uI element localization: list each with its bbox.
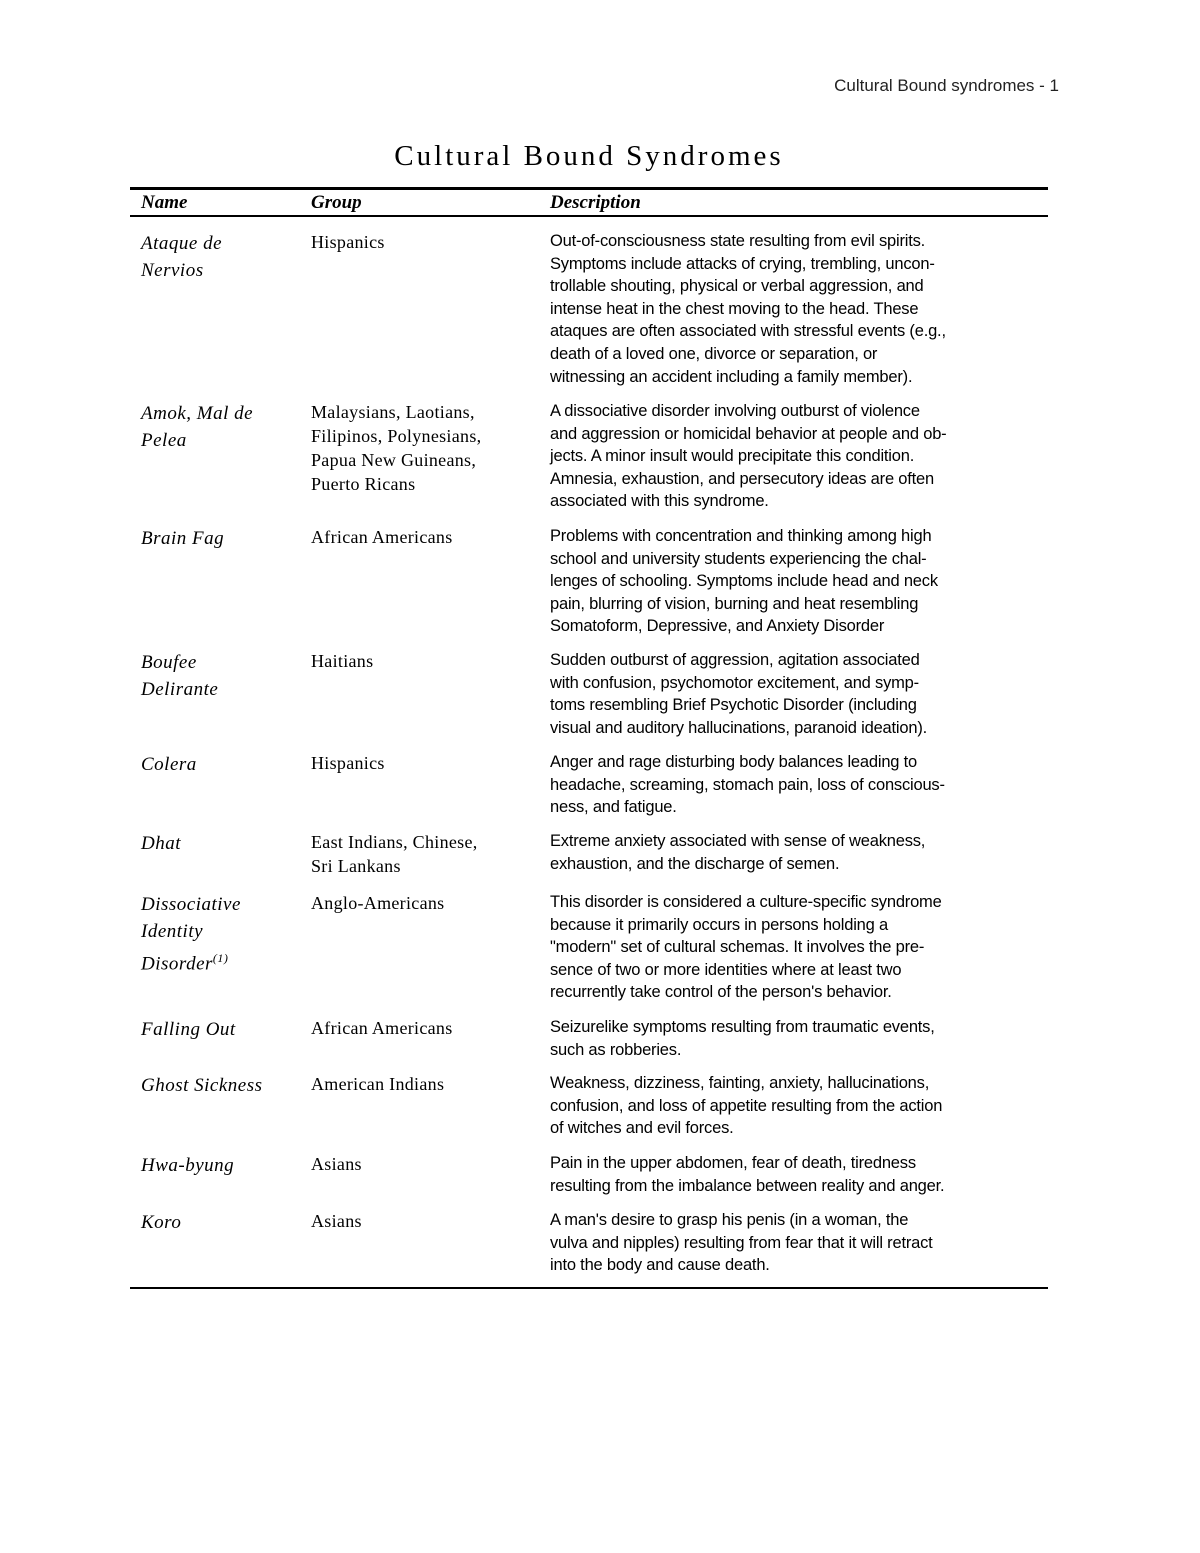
text: Sudden outburst of aggression, agitation associated <box>550 651 920 669</box>
group-cell-line <box>311 751 541 775</box>
text: Koro <box>141 1212 182 1233</box>
text: Haitians <box>311 651 374 671</box>
text: Out-of-consciousness state resulting from evil spirits. <box>550 232 926 250</box>
description-cell-line <box>550 751 1050 774</box>
syndrome-name-line <box>141 1152 301 1179</box>
description-cell-line <box>550 320 1050 343</box>
text: Puerto Ricans <box>311 474 416 494</box>
description-cell-line <box>550 1209 1050 1232</box>
syndrome-name-line <box>141 676 301 703</box>
syndrome-name-line <box>141 918 301 945</box>
header-bottom-rule <box>130 215 1048 217</box>
text: Nervios <box>141 260 204 281</box>
group-cell <box>311 649 541 673</box>
text: East Indians, Chinese, <box>311 832 478 852</box>
text: Amnesia, exhaustion, and persecutory ideas are often <box>550 469 935 488</box>
footnote-marker: (1) <box>212 951 229 965</box>
text: Ghost Sickness <box>141 1075 263 1096</box>
group-cell-line <box>311 1072 541 1096</box>
text: death of a loved one, divorce or separation, or <box>550 344 878 363</box>
text: vulva and nipples) resulting from fear that it will retract <box>550 1233 933 1252</box>
description-cell-line <box>550 1175 1050 1198</box>
description-cell-line <box>550 275 1050 298</box>
description-cell-line <box>550 343 1050 366</box>
text: recurrently take control of the person's behavior. <box>550 983 892 1002</box>
description-cell-line <box>550 423 1050 446</box>
description-cell <box>550 1152 1050 1197</box>
description-cell-line <box>550 1072 1050 1095</box>
syndrome-name-line <box>141 230 301 257</box>
description-cell-line <box>550 490 1050 513</box>
text: visual and auditory hallucinations, paranoid ideation). <box>550 718 927 737</box>
group-cell <box>311 230 541 254</box>
text: Brain Fag <box>141 528 225 549</box>
text: headache, screaming, stomach pain, loss of conscious- <box>550 775 945 794</box>
syndrome-name <box>141 891 301 977</box>
syndrome-name-line <box>141 891 301 918</box>
text: Seizurelike symptoms resulting from traumatic events, <box>550 1018 935 1036</box>
syndrome-name <box>141 830 301 857</box>
syndrome-name <box>141 1016 301 1043</box>
text: Boufee <box>141 652 197 673</box>
text: Identity <box>141 921 204 942</box>
text: resulting from the imbalance between reality and anger. <box>550 1176 945 1195</box>
text: pain, blurring of vision, burning and heat resembling <box>550 594 919 613</box>
text: intense heat in the chest moving to the head. These <box>550 299 919 318</box>
text: ness, and fatigue. <box>550 798 677 817</box>
group-cell-line <box>311 649 541 673</box>
description-cell-line <box>550 959 1050 982</box>
group-cell <box>311 751 541 775</box>
group-cell-line <box>311 891 541 915</box>
table-top-rule <box>130 187 1048 190</box>
description-cell-line <box>550 298 1050 321</box>
text: Sri Lankans <box>311 856 401 876</box>
text: sence of two or more identities where at least two <box>550 960 902 979</box>
syndrome-name <box>141 1209 301 1236</box>
group-cell <box>311 400 541 496</box>
text: Disorder <box>141 953 213 975</box>
description-cell-line <box>550 615 1050 638</box>
table-bottom-rule <box>130 1287 1048 1289</box>
text: This disorder is considered a culture-specific syndrome <box>550 893 942 911</box>
description-cell-line <box>550 672 1050 695</box>
column-header-name: Name <box>141 192 188 213</box>
text: American Indians <box>311 1074 445 1094</box>
group-cell-line <box>311 400 541 424</box>
text: jects. A minor insult would precipitate this condition. <box>550 447 915 466</box>
text: African Americans <box>311 1018 453 1038</box>
text: Extreme anxiety associated with sense of weakness, <box>550 832 926 850</box>
description-cell <box>550 400 1050 513</box>
text: of witches and evil forces. <box>550 1119 734 1138</box>
text: A man's desire to grasp his penis (in a woman, the <box>550 1211 909 1229</box>
group-cell-line <box>311 448 541 472</box>
text: African Americans <box>311 527 453 547</box>
description-cell-line <box>550 1095 1050 1118</box>
text: because it primarily occurs in persons holding a <box>550 915 888 934</box>
text: Somatoform, Depressive, and Anxiety Disorder <box>550 617 885 636</box>
group-cell <box>311 1209 541 1233</box>
description-cell <box>550 230 1050 388</box>
description-cell-line <box>550 830 1050 853</box>
syndrome-name-line <box>141 1072 301 1099</box>
syndrome-name-line <box>141 649 301 676</box>
description-cell <box>550 1209 1050 1277</box>
text: Hispanics <box>311 753 385 773</box>
description-cell-line <box>550 914 1050 937</box>
description-cell-line <box>550 936 1050 959</box>
syndrome-name-line <box>141 400 301 427</box>
syndrome-name-line <box>141 1209 301 1236</box>
text: Asians <box>311 1154 362 1174</box>
description-cell-line <box>550 570 1050 593</box>
text: exhaustion, and the discharge of semen. <box>550 854 840 873</box>
text: into the body and cause death. <box>550 1256 770 1275</box>
column-header-group: Group <box>311 192 362 213</box>
description-cell-line <box>550 230 1050 253</box>
group-cell <box>311 830 541 878</box>
text: Anglo-Americans <box>311 893 445 913</box>
description-cell-line <box>550 981 1050 1004</box>
page-title: Cultural Bound Syndromes <box>394 140 784 172</box>
column-header-description: Description <box>550 192 641 213</box>
group-cell-line <box>311 1152 541 1176</box>
group-cell-line <box>311 472 541 496</box>
text: confusion, and loss of appetite resulting from the action <box>550 1096 943 1115</box>
syndrome-name <box>141 1072 301 1099</box>
text: Falling Out <box>141 1019 236 1040</box>
syndrome-name <box>141 751 301 778</box>
text: Amok, Mal de <box>141 403 254 424</box>
description-cell-line <box>550 1016 1050 1039</box>
text: trollable shouting, physical or verbal aggression, and <box>550 277 924 296</box>
description-cell-line <box>550 717 1050 740</box>
group-cell-line <box>311 1016 541 1040</box>
syndrome-name <box>141 649 301 703</box>
group-cell <box>311 1072 541 1096</box>
syndrome-name-line <box>141 945 301 977</box>
text: Malaysians, Laotians, <box>311 402 475 422</box>
syndrome-name-line <box>141 427 301 454</box>
group-cell-line <box>311 525 541 549</box>
text: Anger and rage disturbing body balances leading to <box>550 753 918 771</box>
description-cell-line <box>550 468 1050 491</box>
description-cell-line <box>550 1254 1050 1277</box>
text: Colera <box>141 754 197 775</box>
text: Problems with concentration and thinking among high <box>550 527 932 545</box>
description-cell-line <box>550 774 1050 797</box>
description-cell-line <box>550 694 1050 717</box>
syndrome-name-line <box>141 751 301 778</box>
text: Symptoms include attacks of crying, trembling, uncon- <box>550 254 935 273</box>
text: witnessing an accident including a family member). <box>550 367 913 386</box>
running-header: Cultural Bound syndromes - 1 <box>834 76 1059 95</box>
description-cell <box>550 891 1050 1004</box>
group-cell <box>311 1152 541 1176</box>
text: Dhat <box>141 833 181 854</box>
text: ataques are often associated with stressful events (e.g., <box>550 322 946 341</box>
text: Pelea <box>141 430 187 451</box>
group-cell-line <box>311 230 541 254</box>
text: Dissociative <box>141 894 241 915</box>
text: toms resembling Brief Psychotic Disorder (including <box>550 696 917 715</box>
group-cell-line <box>311 1209 541 1233</box>
description-cell-line <box>550 853 1050 876</box>
group-cell <box>311 1016 541 1040</box>
syndrome-name-line <box>141 257 301 284</box>
description-cell <box>550 1016 1050 1061</box>
description-cell-line <box>550 366 1050 389</box>
description-cell-line <box>550 445 1050 468</box>
text: associated with this syndrome. <box>550 492 769 511</box>
description-cell <box>550 525 1050 638</box>
description-cell-line <box>550 525 1050 548</box>
description-cell <box>550 751 1050 819</box>
text: and aggression or homicidal behavior at people and ob- <box>550 424 947 443</box>
text: with confusion, psychomotor excitement, and symp- <box>550 673 919 692</box>
text: lenges of schooling. Symptoms include head and neck <box>550 572 938 591</box>
text: school and university students experiencing the chal- <box>550 549 927 568</box>
syndrome-name <box>141 525 301 552</box>
text: Ataque de <box>141 233 223 254</box>
text: "modern" set of cultural schemas. It involves the pre- <box>550 938 925 957</box>
description-cell-line <box>550 1232 1050 1255</box>
text: Filipinos, Polynesians, <box>311 426 482 446</box>
syndrome-name-line <box>141 525 301 552</box>
description-cell-line <box>550 891 1050 914</box>
description-cell <box>550 830 1050 875</box>
text: Papua New Guineans, <box>311 450 477 470</box>
description-cell <box>550 1072 1050 1140</box>
description-cell-line <box>550 649 1050 672</box>
group-cell-line <box>311 830 541 854</box>
text: A dissociative disorder involving outburst of violence <box>550 402 920 420</box>
group-cell <box>311 525 541 549</box>
text: Hwa-byung <box>141 1155 235 1176</box>
description-cell <box>550 649 1050 739</box>
syndrome-name-line <box>141 1016 301 1043</box>
text: Asians <box>311 1211 362 1231</box>
text: Pain in the upper abdomen, fear of death, tiredness <box>550 1154 916 1172</box>
syndrome-name <box>141 400 301 454</box>
text: Weakness, dizziness, fainting, anxiety, hallucinations, <box>550 1074 930 1092</box>
description-cell-line <box>550 796 1050 819</box>
syndrome-name <box>141 1152 301 1179</box>
description-cell-line <box>550 400 1050 423</box>
description-cell-line <box>550 1152 1050 1175</box>
description-cell-line <box>550 1039 1050 1062</box>
description-cell-line <box>550 253 1050 276</box>
description-cell-line <box>550 548 1050 571</box>
text: such as robberies. <box>550 1040 682 1059</box>
description-cell-line <box>550 593 1050 616</box>
group-cell-line <box>311 854 541 878</box>
group-cell-line <box>311 424 541 448</box>
group-cell <box>311 891 541 915</box>
syndrome-name-line <box>141 830 301 857</box>
description-cell-line <box>550 1117 1050 1140</box>
text: Hispanics <box>311 232 385 252</box>
syndrome-name <box>141 230 301 284</box>
text: Delirante <box>141 679 219 700</box>
